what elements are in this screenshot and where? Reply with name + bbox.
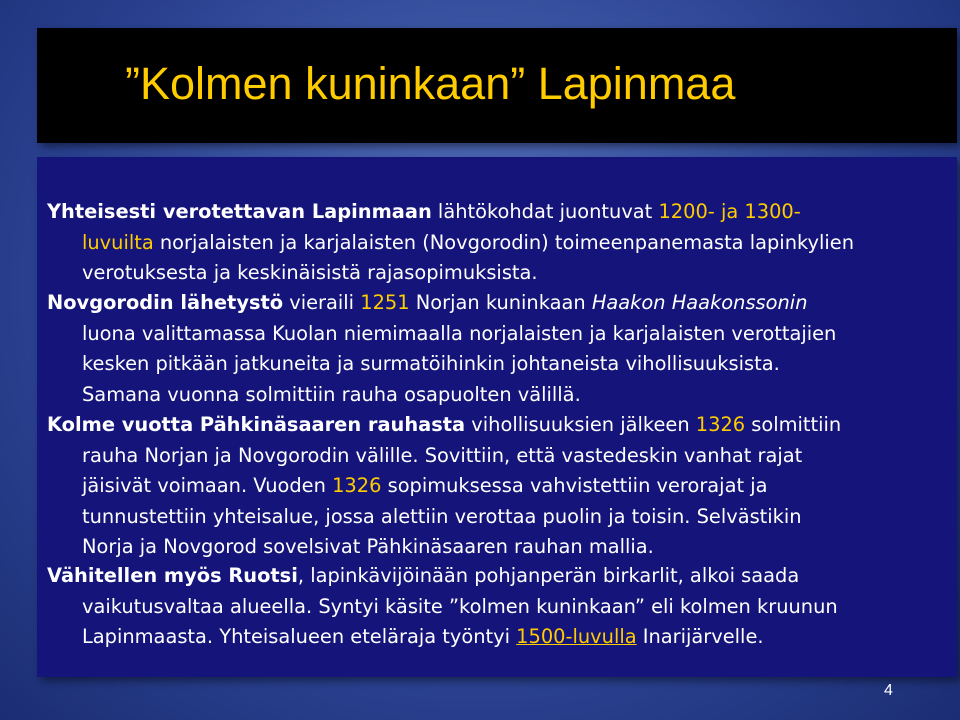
highlighted-date: luvuilta [82, 230, 154, 254]
text-run: verotuksesta ja keskinäisistä rajasopimuksista. [82, 261, 538, 284]
text-run: Samana vuonna solmittiin rauha osapuolten välillä. [82, 382, 581, 406]
italic-name: Haakon Haakonssonin [591, 291, 808, 314]
text-line [47, 319, 836, 350]
text-run: solmittiin [745, 413, 842, 436]
text-line [47, 502, 841, 533]
text-run: vaikutusvaltaa alueella. Syntyi käsite ”kolmen kuninkaan” eli kolmen kruunun [82, 594, 838, 618]
slide-title: ”Kolmen kuninkaan” Lapinmaa [125, 58, 736, 109]
text-run: vihollisuuksien jälkeen [465, 413, 696, 436]
bold-phrase: Novgorodin lähetystö [47, 291, 284, 314]
text-run: Lapinmaasta. Yhteisalueen eteläraja työntyi [82, 625, 517, 648]
text-line [47, 380, 836, 411]
text-line [47, 197, 854, 228]
highlighted-date: 1500-luvulla [516, 625, 637, 648]
text-line [47, 288, 836, 319]
highlighted-date: 1200- ja 1300- [658, 200, 801, 223]
text-run: lähtökohdat juontuvat [431, 200, 659, 223]
text-line [47, 532, 841, 563]
text-run: Norjan kuninkaan [409, 291, 592, 314]
text-line [47, 228, 854, 259]
slide-number: 4 [884, 682, 893, 699]
text-run: jäisivät voimaan. Vuoden [82, 474, 333, 497]
paragraph-novgorod-embassy [47, 288, 836, 410]
text-line [47, 561, 838, 592]
highlighted-date: 1326 [695, 413, 746, 436]
text-run: rauha Norjan ja Novgorodin välille. Sovittiin, että vastedeskin vanhat rajat [82, 443, 803, 467]
text-line [47, 410, 841, 441]
highlighted-date: 1326 [332, 474, 382, 497]
text-run: kesken pitkään jatkuneita ja surmatöihinkin johtaneista vihollisuuksista. [82, 352, 780, 375]
bold-phrase: Vähitellen myös Ruotsi [47, 564, 298, 587]
text-run: Norja ja Novgorod sovelsivat Pähkinäsaaren rauhan mallia. [82, 535, 654, 558]
text-line [47, 349, 836, 380]
text-line [47, 258, 854, 289]
text-run: norjalaisten ja karjalaisten (Novgorodin) toimeenpanemasta lapinkylien [153, 230, 854, 254]
text-run: , lapinkävijöinään pohjanperän birkarlit, alkoi saada [297, 564, 800, 587]
text-run: luona valittamassa Kuolan niemimaalla norjalaisten ja karjalaisten verottajien [82, 321, 837, 345]
bold-phrase: Yhteisesti verotettavan Lapinmaan [47, 200, 432, 223]
text-line [47, 592, 838, 623]
paragraph-sweden [47, 561, 838, 653]
text-line [47, 441, 841, 472]
text-run: tunnustettiin yhteisalue, jossa alettiin verottaa puolin ja toisin. Selvästikin [82, 504, 802, 528]
paragraph-origins [47, 197, 854, 289]
highlighted-date: 1251 [360, 291, 410, 314]
text-run: vieraili [283, 291, 361, 314]
text-line [47, 471, 841, 502]
text-run: Inarijärvelle. [636, 625, 764, 648]
paragraph-pahkinasaari [47, 410, 841, 563]
text-line [47, 622, 838, 653]
bold-phrase: Kolme vuotta Pähkinäsaaren rauhasta [47, 413, 466, 436]
text-run: sopimuksessa vahvistettiin verorajat ja [381, 474, 768, 497]
